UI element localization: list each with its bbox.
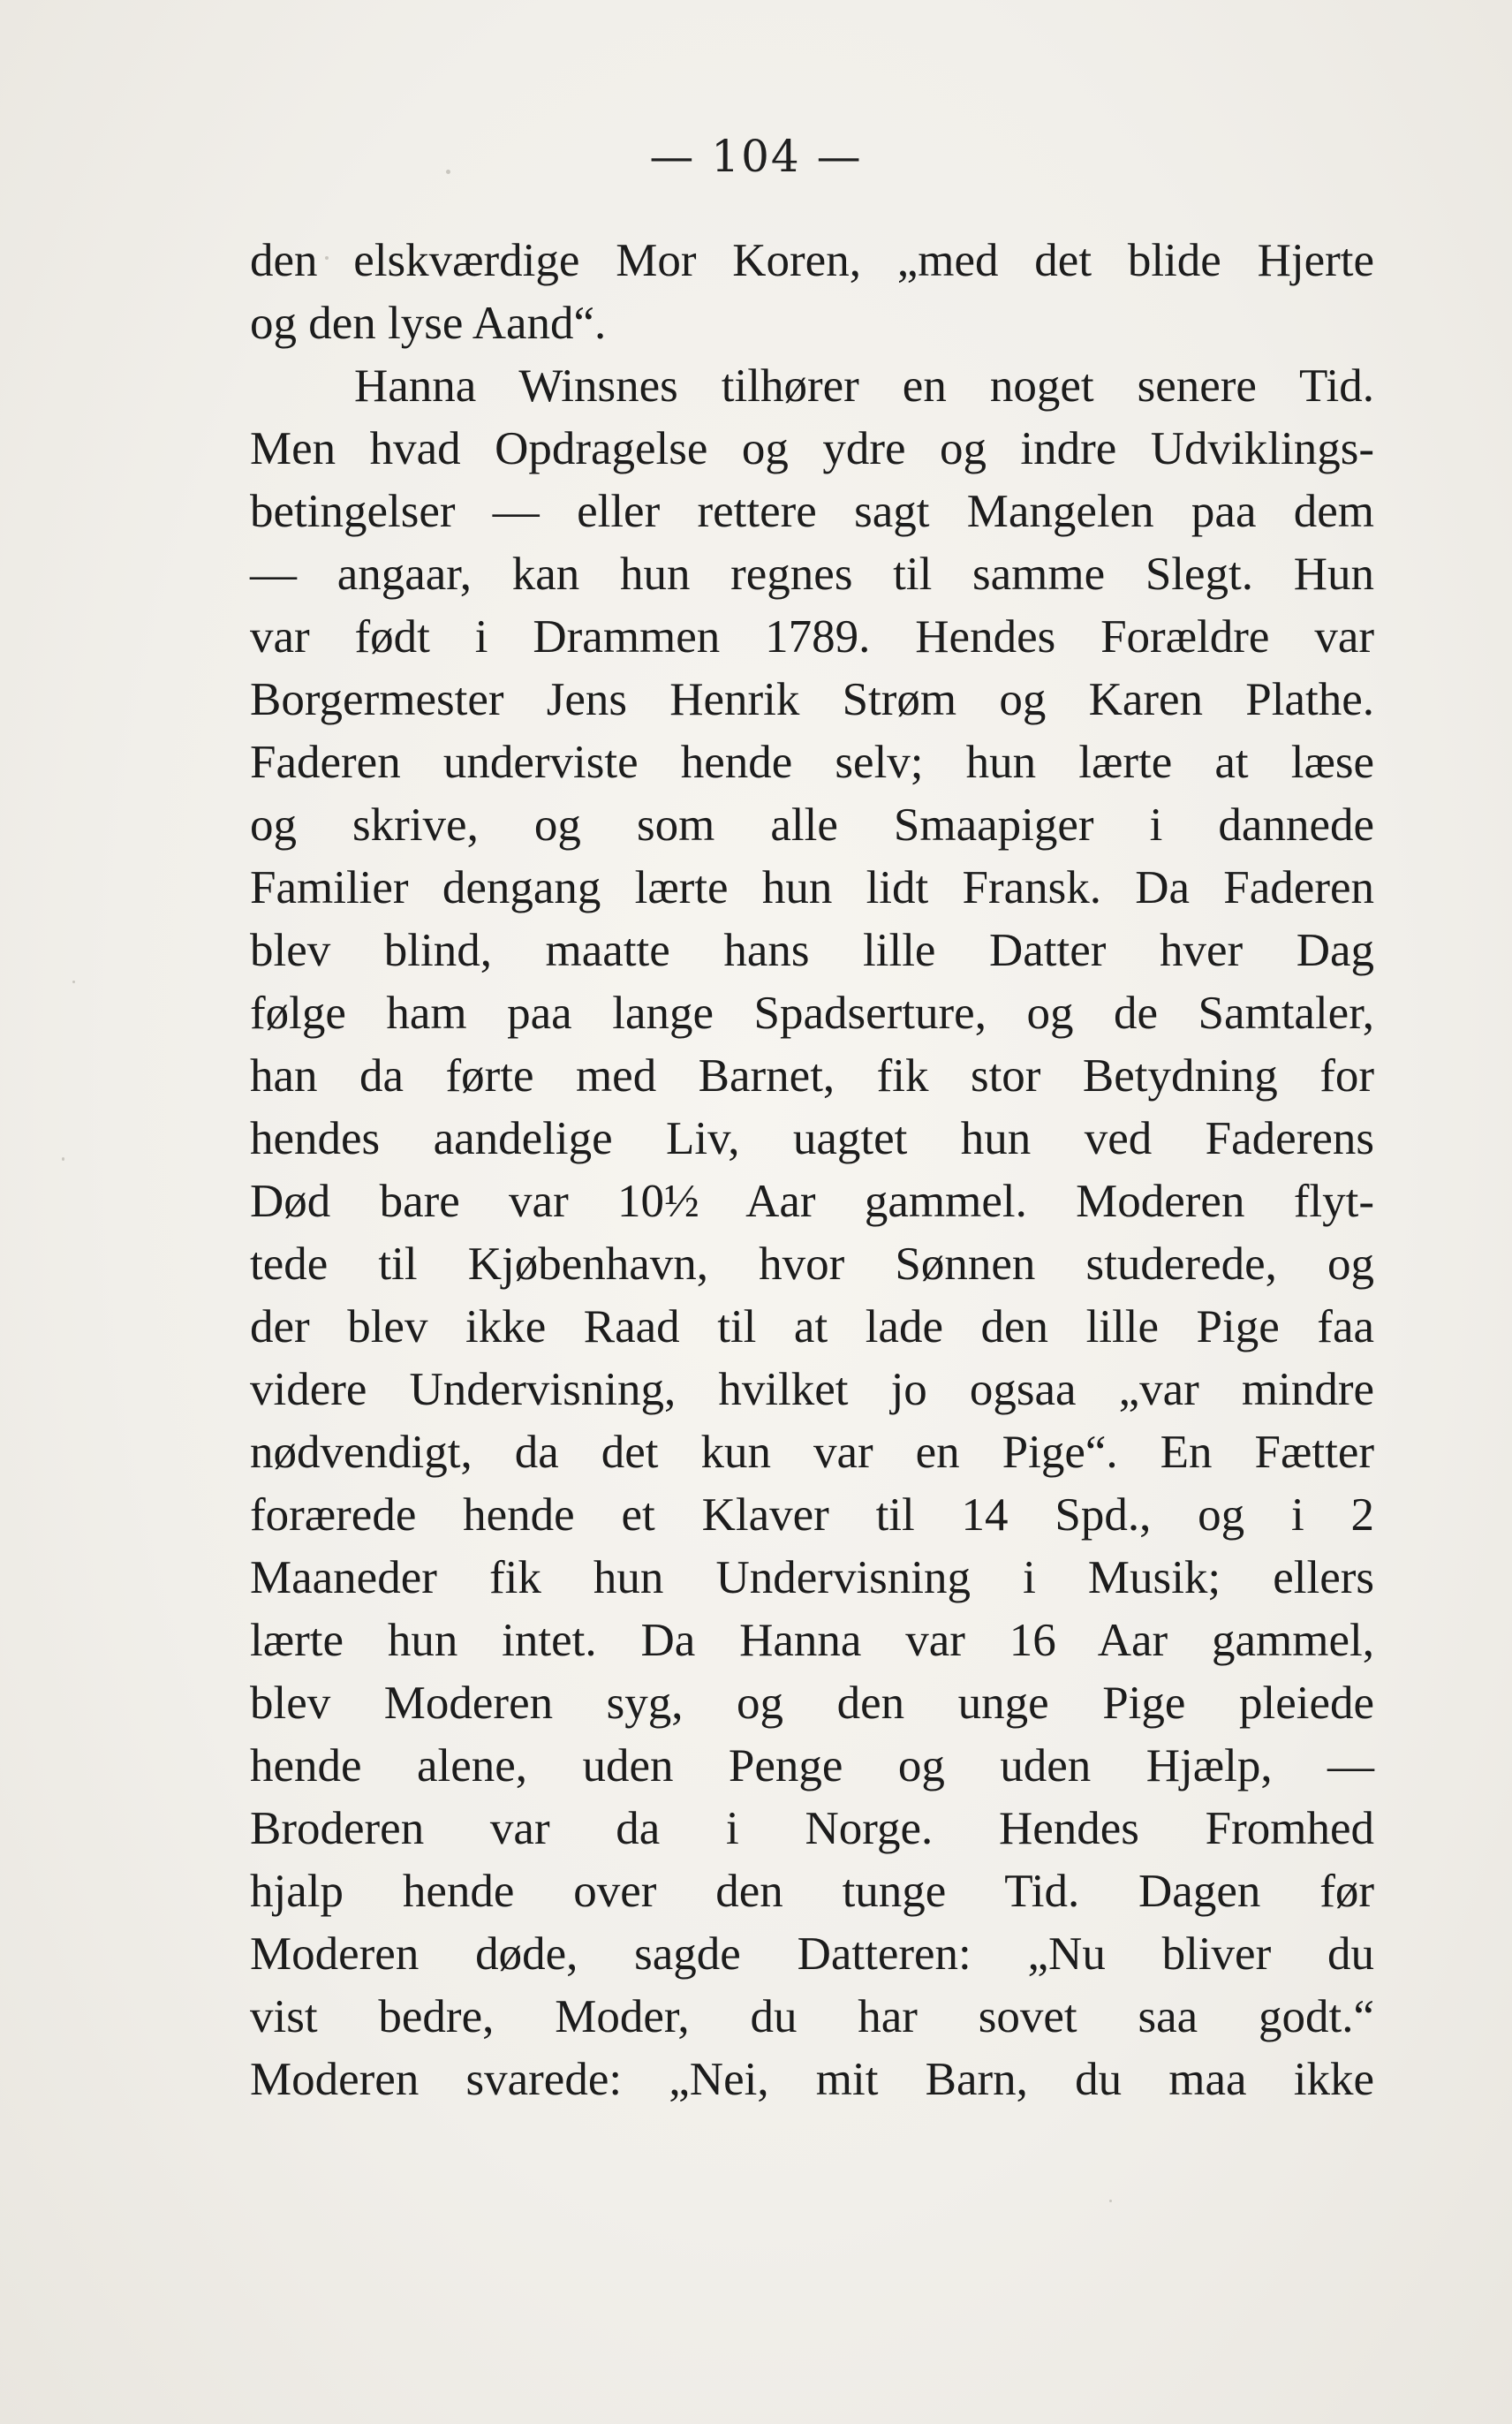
text-line: følge ham paa lange Spadserture, og de Samtaler, bbox=[250, 988, 1374, 1039]
scan-speck bbox=[62, 1157, 64, 1161]
text-line: hende alene, uden Penge og uden Hjælp, — bbox=[250, 1740, 1374, 1791]
text-line: og den lyse Aand“. bbox=[250, 298, 607, 349]
text-line: Broderen var da i Norge. Hendes Fromhed bbox=[250, 1803, 1374, 1854]
text-line: den elskværdige Mor Koren, „med det blide Hjerte bbox=[250, 235, 1374, 286]
scan-speck bbox=[72, 981, 75, 983]
text-line: nødvendigt, da det kun var en Pige“. En Fætter bbox=[250, 1427, 1374, 1478]
text-line: Men hvad Opdragelse og ydre og indre Udviklings- bbox=[250, 423, 1374, 474]
text-line: Maaneder fik hun Undervisning i Musik; ellers bbox=[250, 1552, 1374, 1603]
text-line: Faderen underviste hende selv; hun lærte at læse bbox=[250, 737, 1374, 788]
text-line: tede til Kjøbenhavn, hvor Sønnen studerede, og bbox=[250, 1239, 1374, 1290]
text-line: der blev ikke Raad til at lade den lille Pige faa bbox=[250, 1301, 1374, 1352]
text-line: blev Moderen syg, og den unge Pige pleiede bbox=[250, 1678, 1374, 1729]
text-line: hendes aandelige Liv, uagtet hun ved Faderens bbox=[250, 1113, 1374, 1164]
text-line: hjalp hende over den tunge Tid. Dagen før bbox=[250, 1866, 1374, 1917]
page-number: — 104 — bbox=[649, 131, 863, 182]
text-line: Moderen svarede: „Nei, mit Barn, du maa ikke bbox=[250, 2054, 1374, 2105]
body-text bbox=[250, 230, 1374, 2111]
text-line: betingelser — eller rettere sagt Mangelen paa dem bbox=[250, 486, 1374, 537]
text-line: lærte hun intet. Da Hanna var 16 Aar gammel, bbox=[250, 1615, 1374, 1666]
text-line: Moderen døde, sagde Datteren: „Nu bliver du bbox=[250, 1928, 1374, 1980]
text-line: videre Undervisning, hvilket jo ogsaa „var mindre bbox=[250, 1364, 1374, 1415]
text-line: — angaar, kan hun regnes til samme Slegt. Hun bbox=[250, 549, 1374, 600]
text-line: han da førte med Barnet, fik stor Betydning for bbox=[250, 1050, 1374, 1102]
text-line: forærede hende et Klaver til 14 Spd., og i 2 bbox=[250, 1489, 1374, 1541]
text-line: og skrive, og som alle Smaapiger i dannede bbox=[250, 799, 1374, 851]
text-line: var født i Drammen 1789. Hendes Forældre var bbox=[250, 611, 1374, 663]
scan-speck bbox=[1109, 2200, 1112, 2202]
text-line: blev blind, maatte hans lille Datter hver Dag bbox=[250, 925, 1374, 976]
text-line: Familier dengang lærte hun lidt Fransk. Da Faderen bbox=[250, 862, 1374, 913]
text-line: Hanna Winsnes tilhører en noget senere Tid. bbox=[354, 360, 1374, 412]
text-line: Død bare var 10½ Aar gammel. Moderen flyt- bbox=[250, 1176, 1374, 1227]
text-line: Borgermester Jens Henrik Strøm og Karen Plathe. bbox=[250, 674, 1374, 725]
text-line: vist bedre, Moder, du har sovet saa godt.“ bbox=[250, 1991, 1374, 2042]
